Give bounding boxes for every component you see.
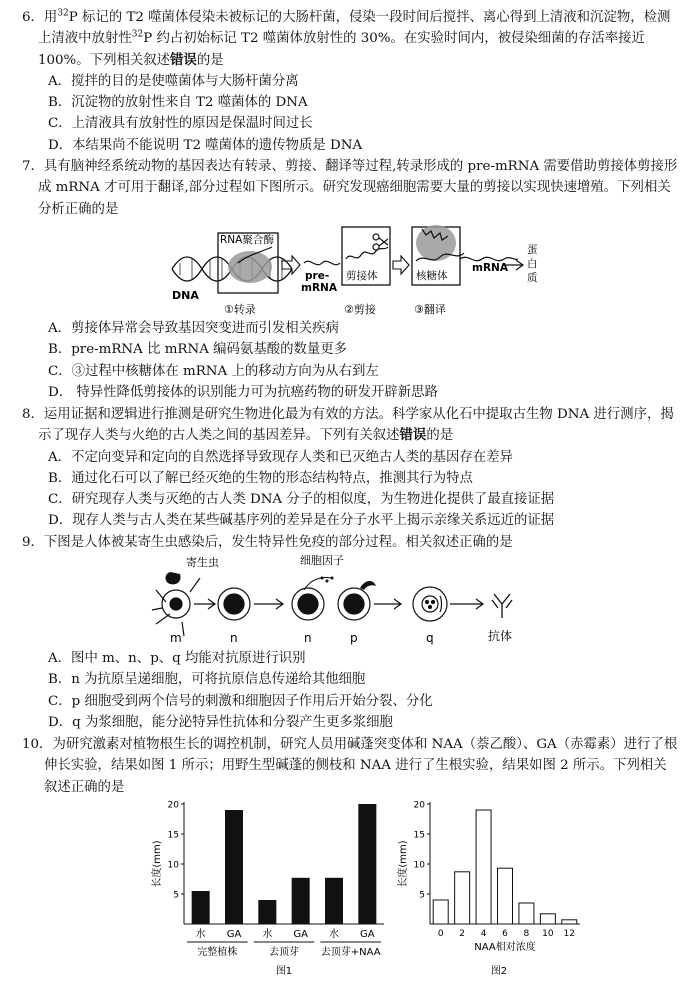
pre-mrna-label-1: pre-: [305, 270, 330, 282]
q8-option-a: A．不定向变异和定向的自然选择导致现存人类和已灭绝古人类的基因存在差异: [48, 449, 513, 465]
bar: [562, 920, 577, 924]
protein-label-3: 质: [527, 272, 538, 284]
q9-option-d: D．q 为浆细胞，能分泌特异性抗体和分裂产生更多浆细胞: [48, 714, 393, 730]
q9-option-c: C．p 细胞受到两个信号的刺激和细胞因子作用后开始分裂、分化: [48, 693, 433, 709]
step-splicing-label: ②剪接: [344, 303, 376, 316]
question-7-stem: 7．具有脑神经系统动物的基因表达有转录、剪接、翻译等过程,转录形成的 pre-mRNA 需要借助剪接体剪接形成 mRNA 才可用于翻译,部分过程如下图所示。研究发现癌细胞需要大量的剪接以实现快速增殖。下列相关分析正确的是: [22, 159, 678, 217]
x-axis-label: NAA相对浓度: [474, 942, 536, 953]
question-10-stem: 10．为研究激素对植物根生长的调控机制，研究人员用碱蓬突变体和 NAA（萘乙酸）、GA（赤霉素）进行了根伸长实验，结果如图 1 所示；用野生型碱蓬的侧枝和 NAA 进行了生根实验，结果如图 2 所示。下列相关叙述正确的是: [22, 737, 678, 795]
immune-process-diagram: [150, 552, 550, 648]
dna-label: DNA: [172, 289, 199, 302]
x-tick-label: 12: [563, 929, 576, 939]
x-tick-label: 4: [480, 929, 487, 939]
cell-m-icon: [152, 578, 200, 636]
arrow-icon: [450, 599, 483, 609]
protein-label-2: 白: [527, 258, 538, 270]
y-axis-label: 长度(mm): [398, 840, 409, 888]
group-label: 去顶芽: [269, 947, 299, 958]
bar: [258, 900, 276, 924]
question-9-options: [22, 648, 678, 733]
figure-1-bar-chart: [150, 792, 390, 988]
x-tick-label: 水: [195, 929, 206, 940]
label-m: m: [170, 631, 182, 645]
bar: [476, 810, 491, 924]
mrna-label: mRNA: [472, 262, 508, 274]
parasite-icon: [166, 572, 181, 584]
label-n: n: [230, 631, 238, 645]
antibody-label: 抗体: [488, 629, 513, 643]
q8-option-d: D．现存人类与古人类在某些碱基序列的差异是在分子水平上揭示亲缘关系远近的证据: [48, 513, 555, 529]
protein-label-1: 蛋: [527, 244, 538, 256]
q6-option-a: A．搅拌的目的是使噬菌体与大肠杆菌分离: [48, 73, 299, 89]
q9-option-a: A．图中 m、n、p、q 均能对抗原进行识别: [48, 651, 306, 666]
pre-mrna-label-2: mRNA: [301, 282, 337, 294]
step-translation-label: ③翻译: [414, 303, 446, 316]
q7-option-a: A．剪接体异常会导致基因突变进而引发相关疾病: [48, 321, 339, 336]
question-7: [22, 156, 678, 220]
y-axis-label: 长度(mm): [152, 840, 163, 888]
y-tick-label: 20: [413, 800, 425, 811]
question-8: [22, 404, 678, 532]
q6-option-b: B．沉淀物的放射性来自 T2 噬菌体的 DNA: [48, 95, 308, 111]
label-p: p: [350, 631, 358, 645]
arrow-icon: [506, 260, 523, 270]
group-label: 去顶芽+NAA: [320, 947, 381, 958]
y-tick-label: 5: [419, 890, 425, 901]
cell-q-icon: [413, 587, 447, 621]
question-7-options: [22, 318, 678, 403]
x-tick-label: 2: [459, 929, 466, 939]
y-tick-label: 20: [167, 800, 179, 811]
bar: [540, 914, 555, 924]
step-transcription-label: ①转录: [224, 303, 256, 316]
x-tick-label: GA: [360, 929, 375, 940]
question-6: [22, 7, 678, 156]
label-n-2: n: [304, 631, 312, 645]
y-tick-label: 15: [413, 830, 425, 841]
bar: [225, 810, 243, 924]
rna-polymerase-label: RNA聚合酶: [220, 234, 274, 246]
x-tick-label: 0: [437, 929, 444, 939]
transcription-splicing-translation-diagram: [160, 219, 560, 319]
cytokine-label: 细胞因子: [300, 554, 344, 567]
q7-option-d: D． 特异性降低剪接体的识别能力可为抗癌药物的研发开辟新思路: [48, 384, 438, 400]
antibody-icon: [492, 594, 512, 618]
question-8-stem: 8．运用证据和逻辑进行推测是研究生物进化最为有效的方法。科学家从化石中提取古生物 DNA 进行测序，揭示了现存人类与火绝的古人类之间的基因差异。下列有关叙述错误的是: [22, 407, 674, 444]
y-tick-label: 5: [173, 890, 179, 901]
arrow-icon: [374, 599, 401, 609]
bar: [519, 903, 534, 924]
figure-2-bar-chart: [394, 792, 594, 988]
arrow-icon: [254, 599, 283, 609]
x-tick-label: 水: [262, 929, 273, 940]
cell-n-icon: [218, 588, 250, 620]
question-6-stem: 6．用$^{32}$P 标记的 T2 噬菌体侵染未被标记的大肠杆菌，侵染一段时间后搅拌、离心得到上清液和沉淀物，检测上清液中放射性$^{32}$P 约占初始标记 T2 噬菌体放射性的 30%。在实验时间内，被侵染细菌的存活率接近 100%。下列相关叙述错误的是: [22, 8, 671, 68]
label-q: q: [426, 631, 434, 645]
arrow-icon: [194, 599, 215, 609]
q6-option-d: D．本结果尚不能说明 T2 噬菌体的遗传物质是 DNA: [48, 137, 363, 153]
question-9-stem: 9．下图是人体被某寄生虫感染后，发生特异性免疫的部分过程。相关叙述正确的是: [22, 535, 513, 550]
bar: [433, 900, 448, 924]
q8-option-c: C．研究现存人类与灭绝的古人类 DNA 分子的相似度，为生物进化提供了最直接证据: [48, 492, 555, 508]
parasite-label: 寄生虫: [186, 556, 219, 569]
figure-caption: 图1: [275, 966, 293, 977]
spliceosome-label: 剪接体: [346, 270, 378, 282]
bar: [358, 804, 376, 924]
x-tick-label: 10: [542, 929, 554, 939]
q9-option-b: B．n 为抗原呈递细胞，可将抗原信息传递给其他细胞: [48, 672, 366, 688]
q7-option-c: C．③过程中核糖体在 mRNA 上的移动方向为从右到左: [48, 363, 379, 379]
bar: [498, 868, 513, 924]
question-9: [22, 532, 678, 553]
x-tick-label: 水: [329, 929, 339, 940]
q6-option-c: C．上清液具有放射性的原因是保温时间过长: [48, 116, 313, 132]
x-tick-label: GA: [293, 929, 308, 940]
bar: [192, 891, 210, 924]
y-tick-label: 10: [167, 860, 179, 871]
x-tick-label: 8: [523, 929, 530, 939]
cell-n2-icon: [292, 588, 324, 620]
scissors-icon: [373, 234, 388, 250]
y-tick-label: 10: [413, 860, 425, 871]
x-tick-label: GA: [226, 929, 242, 940]
bar: [292, 878, 310, 924]
figure-caption: 图2: [490, 966, 508, 977]
ribosome-label: 核糖体: [416, 270, 448, 282]
y-tick-label: 15: [167, 830, 179, 841]
bar: [455, 872, 470, 924]
cell-p-icon: [338, 588, 370, 620]
group-label: 完整植株: [197, 947, 238, 958]
question-10: [22, 734, 678, 798]
x-tick-label: 6: [502, 929, 508, 939]
q7-option-b: B．pre-mRNA 比 mRNA 编码氨基酸的数量更多: [48, 342, 348, 358]
arrow-icon: [393, 256, 409, 274]
q8-option-b: B．通过化石可以了解已经灭绝的生物的形态结构特点，推测其行为特点: [48, 470, 473, 486]
bar: [325, 878, 343, 924]
ribosome-icon: [416, 225, 456, 261]
